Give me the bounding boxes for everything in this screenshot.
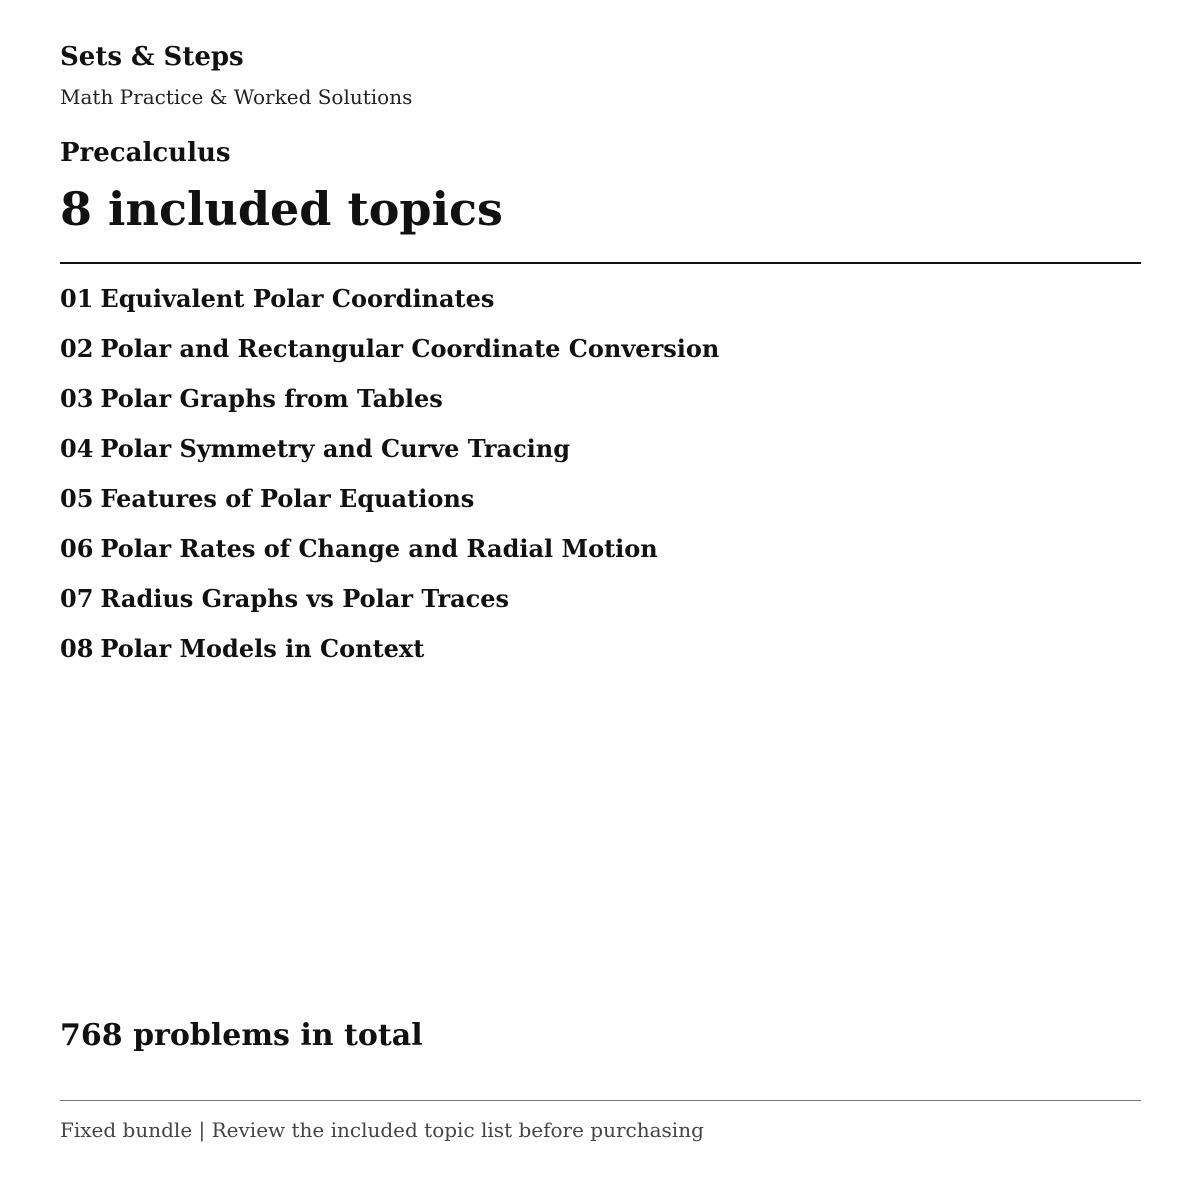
problem-total: 768 problems in total — [60, 1018, 423, 1053]
subject-title: Precalculus — [60, 138, 231, 168]
topic-number: 01 — [60, 284, 94, 313]
topic-number: 03 — [60, 384, 94, 413]
page-headline: 8 included topics — [60, 182, 503, 236]
topic-number: 02 — [60, 334, 94, 363]
topic-item — [60, 632, 719, 682]
topic-title: Features of Polar Equations — [100, 484, 475, 513]
topic-item — [60, 532, 719, 582]
topic-item — [60, 582, 719, 632]
topic-title: Equivalent Polar Coordinates — [100, 284, 495, 313]
topic-title: Polar Models in Context — [100, 634, 425, 663]
topic-number: 07 — [60, 584, 94, 613]
topic-number: 04 — [60, 434, 94, 463]
topic-list — [60, 282, 719, 682]
topic-title: Polar Graphs from Tables — [100, 384, 443, 413]
header-divider — [60, 262, 1141, 264]
topic-title: Polar Symmetry and Curve Tracing — [100, 434, 571, 463]
topic-title: Radius Graphs vs Polar Traces — [100, 584, 510, 613]
topic-title: Polar and Rectangular Coordinate Conversion — [100, 334, 720, 363]
topic-item — [60, 482, 719, 532]
topic-title: Polar Rates of Change and Radial Motion — [100, 534, 658, 563]
footer-divider — [60, 1100, 1141, 1101]
topic-item — [60, 282, 719, 332]
topic-number: 05 — [60, 484, 94, 513]
topic-number: 08 — [60, 634, 94, 663]
topic-item — [60, 382, 719, 432]
brand-name: Sets & Steps — [60, 42, 244, 72]
topic-item — [60, 332, 719, 382]
topic-number: 06 — [60, 534, 94, 563]
brand-tagline: Math Practice & Worked Solutions — [60, 85, 413, 109]
footer-note: Fixed bundle | Review the included topic list before purchasing — [60, 1118, 704, 1142]
page — [60, 0, 1141, 1200]
topic-item — [60, 432, 719, 482]
